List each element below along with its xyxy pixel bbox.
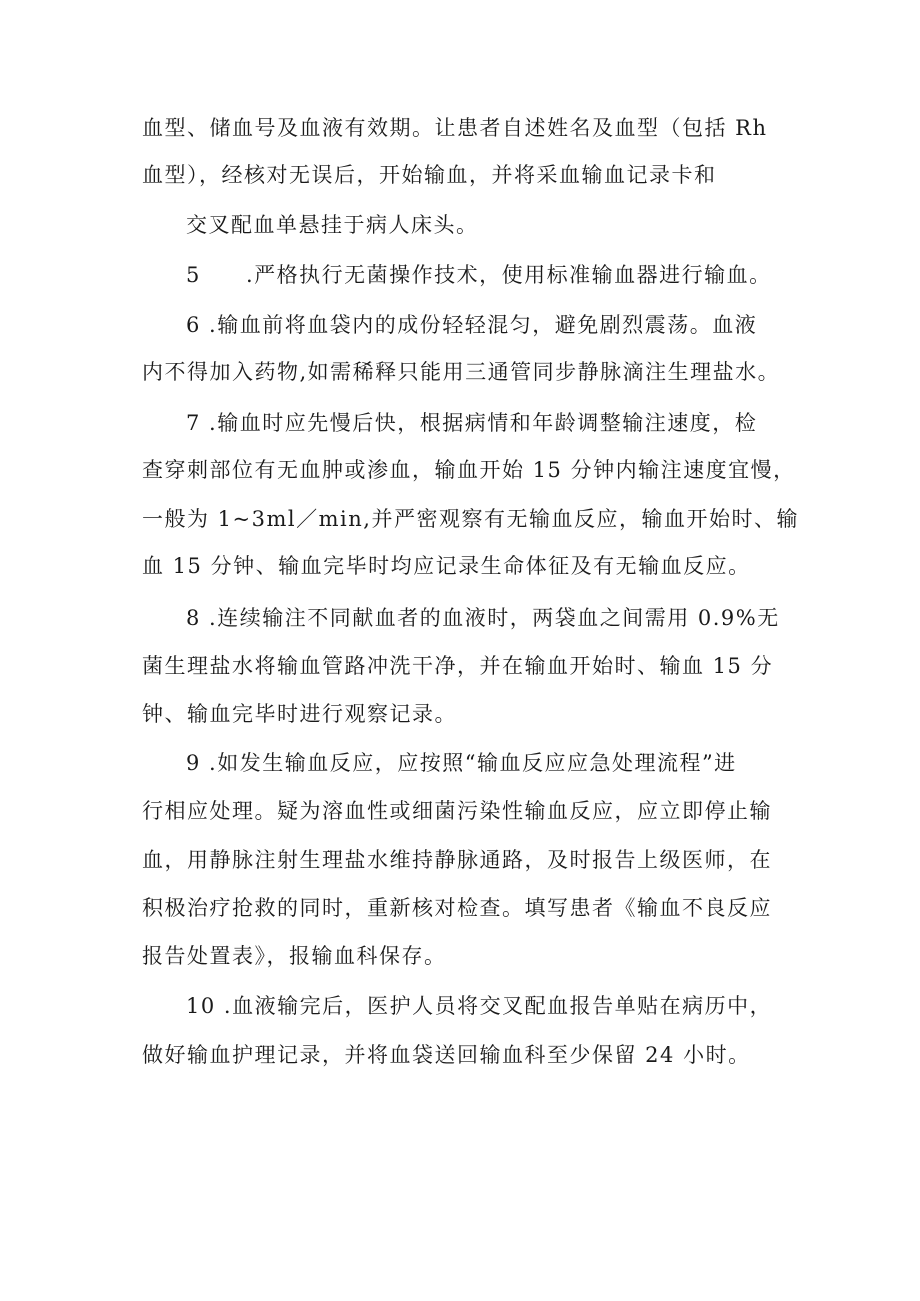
text-line-6: 6 .输血前将血袋内的成份轻轻混匀，避免剧烈震荡。血液	[186, 313, 758, 337]
item-5-text: .严格执行无菌操作技术，使用标准输血器进行输血。	[246, 263, 772, 287]
text-line-10: 一般为 1~3ml／min,并严密观察有无输血反应，输血开始时、输	[142, 507, 799, 531]
text-line-9: 查穿刺部位有无血肿或渗血，输血开始 15 分钟内输注速度宜慢，	[142, 458, 796, 482]
text-line-13: 菌生理盐水将输血管路冲洗干净，并在输血开始时、输血 15 分	[142, 654, 774, 678]
text-line-18: 积极治疗抢救的同时，重新核对检查。填写患者《输血不良反应	[142, 896, 772, 920]
text-line-8: 7 .输血时应先慢后快，根据病情和年龄调整输注速度，检	[186, 411, 758, 435]
text-line-19: 报告处置表》，报输血科保存。	[142, 944, 447, 968]
text-line-2: 血型），经核对无误后，开始输血，并将采血输血记录卡和	[142, 163, 717, 187]
text-line-12: 8 .连续输注不同献血者的血液时，两袋血之间需用 0.9%无	[186, 606, 780, 630]
text-line-15: 9 .如发生输血反应，应按照“输血反应应急处理流程”进	[186, 751, 737, 775]
text-line-17: 血，用静脉注射生理盐水维持静脉通路，及时报告上级医师，在	[142, 848, 772, 872]
text-line-14: 钟、输血完毕时进行观察记录。	[142, 702, 457, 726]
item-5	[186, 260, 772, 290]
text-line-1: 血型、储血号及血液有效期。让患者自述姓名及血型（包括 Rh	[142, 116, 768, 140]
text-line-20: 10 .血液输完后，医护人员将交叉配血报告单贴在病历中，	[186, 994, 773, 1018]
text-line-16: 行相应处理。疑为溶血性或细菌污染性输血反应，应立即停止输	[142, 799, 772, 823]
text-line-11: 血 15 分钟、输血完毕时均应记录生命体征及有无输血反应。	[142, 554, 751, 578]
text-line-3: 交叉配血单悬挂于病人床头。	[186, 213, 479, 237]
text-line-21: 做好输血护理记录，并将血袋送回输血科至少保留 24 小时。	[142, 1043, 751, 1067]
item-5-number: 5	[186, 263, 201, 287]
text-line-7: 内不得加入药物,如需稀释只能用三通管同步静脉滴注生理盐水。	[142, 360, 781, 384]
